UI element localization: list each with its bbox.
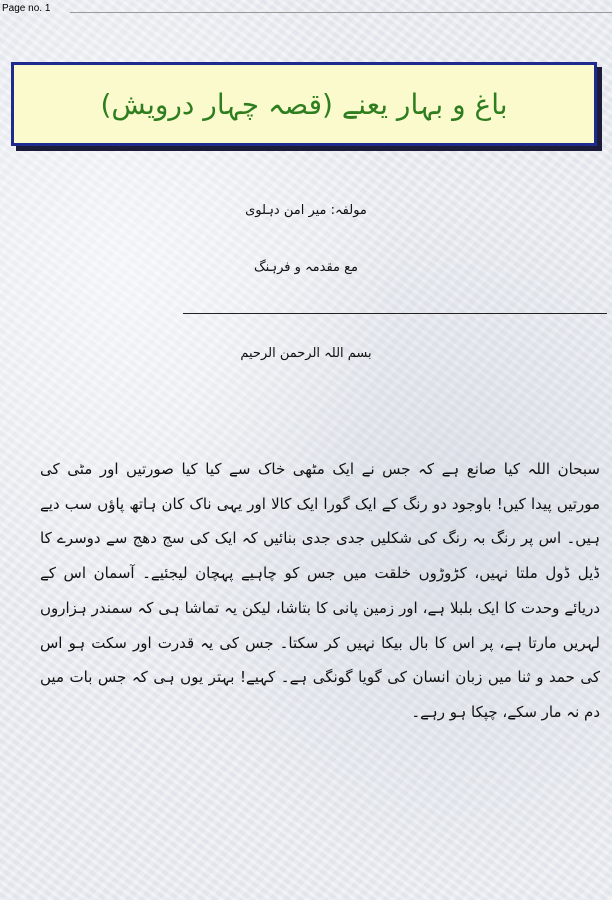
page-number-label: Page no. 1 [2, 3, 51, 14]
title-box [11, 62, 597, 146]
book-title: باغ و بہار یعنے (قصہ چہار درویش) [100, 87, 508, 121]
bismillah-line: بسم اللہ الرحمن الرحیم [240, 346, 372, 361]
author-line: مولفہ: میر امن دہلوی [245, 203, 367, 218]
edition-line: مع مقدمہ و فرہنگ [253, 260, 359, 275]
body-paragraph: سبحان اللہ کیا صانع ہے کہ جس نے ایک مٹھی خاک سے کیا کیا صورتیں اور مٹی کی مورتیں پیدا کیں! باوجود دو رنگ کے ایک گورا ایک کالا اور یہی ناک کان ہاتھ پاؤں سب دیے ہیں۔ اس پر رنگ بہ رنگ کی شکلیں جدی جدی بنائیں کہ ایک کی سج دھج سے دوسرے کا ڈیل ڈول ملتا نہیں، کڑوڑوں خلقت میں جس کو چاہیے پہچان لیجئیے۔ آسمان اس کے دریائے وحدت کا ایک بلبلا ہے، اور زمین پانی کا بتاشا، لیکن یہ تماشا ہی کہ سمندر ہزاروں لہریں مارتا ہے، پر اس کا بال بیکا نہیں کر سکتا۔ جس کی یہ قدرت اور سکت ہو اس کی حمد و ثنا میں زبان انسان کی گویا گونگی ہے۔ کہیے! بہتر یوں ہی کہ جس بات میں دم نہ مار سکے، چپکا ہو رہے۔ [40, 460, 600, 721]
section-divider [183, 313, 607, 314]
header-rule [70, 12, 612, 13]
